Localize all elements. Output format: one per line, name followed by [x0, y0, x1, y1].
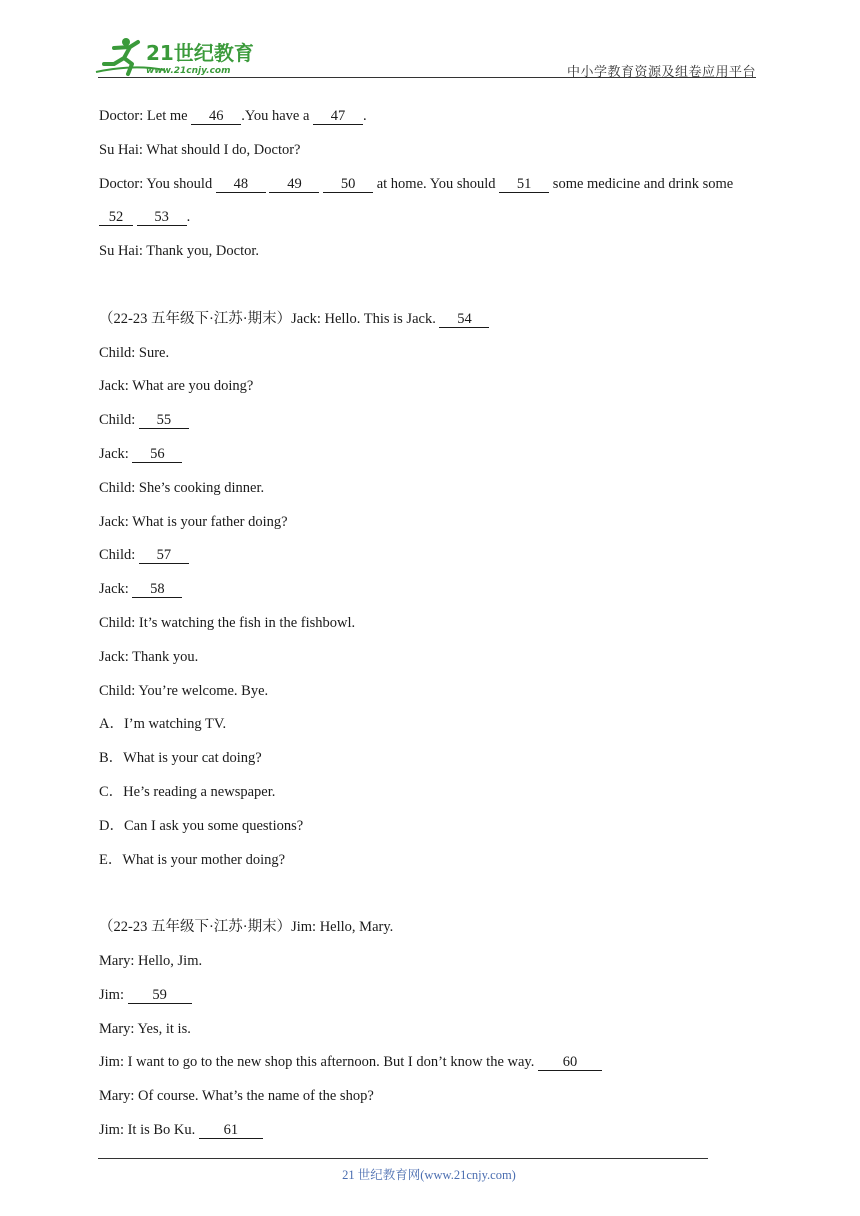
line-text: some medicine and drink some [549, 175, 734, 192]
line-text: （22-23 五年级下·江苏·期末）Jim: Hello, Mary. [99, 919, 394, 936]
line-text: B．What is your cat doing? [99, 750, 262, 767]
text-line [99, 579, 779, 613]
text-line [99, 951, 779, 985]
line-text: Child: [99, 412, 139, 429]
line-text: Su Hai: What should I do, Doctor? [99, 141, 301, 158]
text-line [99, 343, 779, 377]
line-text: Jack: Thank you. [99, 648, 199, 665]
page-footer: 21 世纪教育网(www.21cnjy.com) [342, 1168, 516, 1182]
line-text: Mary: Of course. What’s the name of the shop? [99, 1088, 374, 1105]
answer-blank[interactable]: 60 [538, 1054, 602, 1071]
text-line [99, 1086, 779, 1120]
text-line [99, 376, 779, 410]
svg-text:www.21cnjy.com: www.21cnjy.com [146, 66, 231, 76]
line-text: Jim: I want to go to the new shop this afternoon. But I don’t know the way. [99, 1054, 538, 1071]
answer-blank[interactable]: 61 [199, 1122, 263, 1139]
text-line [99, 816, 779, 850]
line-text: Child: You’re welcome. Bye. [99, 682, 269, 699]
answer-blank[interactable]: 59 [128, 987, 192, 1004]
answer-blank[interactable]: 48 [216, 176, 266, 193]
text-line [99, 1019, 779, 1053]
line-text: . [363, 108, 367, 124]
answer-blank[interactable]: 51 [499, 176, 549, 193]
answer-blank[interactable]: 55 [139, 412, 189, 429]
text-line [99, 207, 779, 241]
answer-blank[interactable]: 47 [313, 108, 363, 125]
line-text: Doctor: You should [99, 175, 216, 192]
text-line [99, 748, 779, 782]
blank-spacer [99, 883, 779, 917]
text-line [99, 309, 779, 343]
text-line [99, 850, 779, 884]
line-text: E．What is your mother doing? [99, 851, 286, 868]
line-text: Child: She’s cooking dinner. [99, 479, 265, 496]
text-line [99, 613, 779, 647]
line-text: Su Hai: Thank you, Doctor. [99, 243, 260, 260]
answer-blank[interactable]: 57 [139, 547, 189, 564]
text-line [99, 985, 779, 1019]
line-text: C．He’s reading a newspaper. [99, 783, 276, 800]
answer-blank[interactable]: 53 [137, 209, 187, 226]
answer-blank[interactable]: 52 [99, 209, 133, 226]
answer-blank[interactable]: 49 [269, 176, 319, 193]
header-platform-text: 中小学教育资源及组卷应用平台 [566, 65, 756, 80]
text-line [99, 106, 779, 140]
answer-blank[interactable]: 50 [323, 176, 373, 193]
line-text: Mary: Hello, Jim. [99, 952, 203, 969]
text-line [99, 140, 779, 174]
line-text: Mary: Yes, it is. [99, 1020, 191, 1037]
line-text: （22-23 五年级下·江苏·期末）Jack: Hello. This is Jack. [99, 310, 440, 327]
svg-text:21世纪教育: 21世纪教育 [146, 41, 254, 65]
text-line [99, 917, 779, 951]
text-line [99, 647, 779, 681]
line-text: Jack: What are you doing? [99, 378, 254, 395]
line-text: Jack: [99, 445, 133, 462]
line-text: Jim: It is Bo Ku. [99, 1121, 199, 1138]
line-text: at home. You should [373, 175, 500, 192]
line-text: A．I’m watching TV. [99, 716, 227, 733]
text-line [99, 545, 779, 579]
text-line [99, 1052, 779, 1086]
page-header [0, 0, 860, 80]
line-text: Child: It’s watching the fish in the fishbowl. [99, 614, 356, 631]
text-line [99, 174, 779, 208]
text-line [99, 410, 779, 444]
text-line [99, 714, 779, 748]
answer-blank[interactable]: 58 [132, 581, 182, 598]
answer-blank[interactable]: 56 [132, 446, 182, 463]
line-text: Jack: [99, 581, 133, 598]
text-line [99, 1120, 779, 1154]
line-text: . [186, 209, 191, 226]
text-line [99, 241, 779, 275]
line-text: Jack: What is your father doing? [99, 513, 288, 530]
answer-blank[interactable]: 46 [191, 108, 241, 125]
text-line [99, 444, 779, 478]
text-line [99, 681, 779, 715]
line-text: Child: Sure. [99, 344, 170, 361]
blank-spacer [99, 275, 779, 309]
document-body [99, 106, 779, 1154]
text-line [99, 782, 779, 816]
line-text: Doctor: Let me [99, 108, 192, 124]
line-text: Child: [99, 547, 139, 564]
header-divider [98, 77, 756, 78]
21cnjy-logo [94, 34, 264, 78]
text-line [99, 512, 779, 546]
line-text: D．Can I ask you some questions? [99, 817, 304, 834]
line-text: .You have a [241, 108, 314, 124]
line-text: Jim: [99, 986, 128, 1003]
answer-blank[interactable]: 54 [439, 311, 489, 328]
text-line [99, 478, 779, 512]
footer-divider [98, 1158, 708, 1159]
